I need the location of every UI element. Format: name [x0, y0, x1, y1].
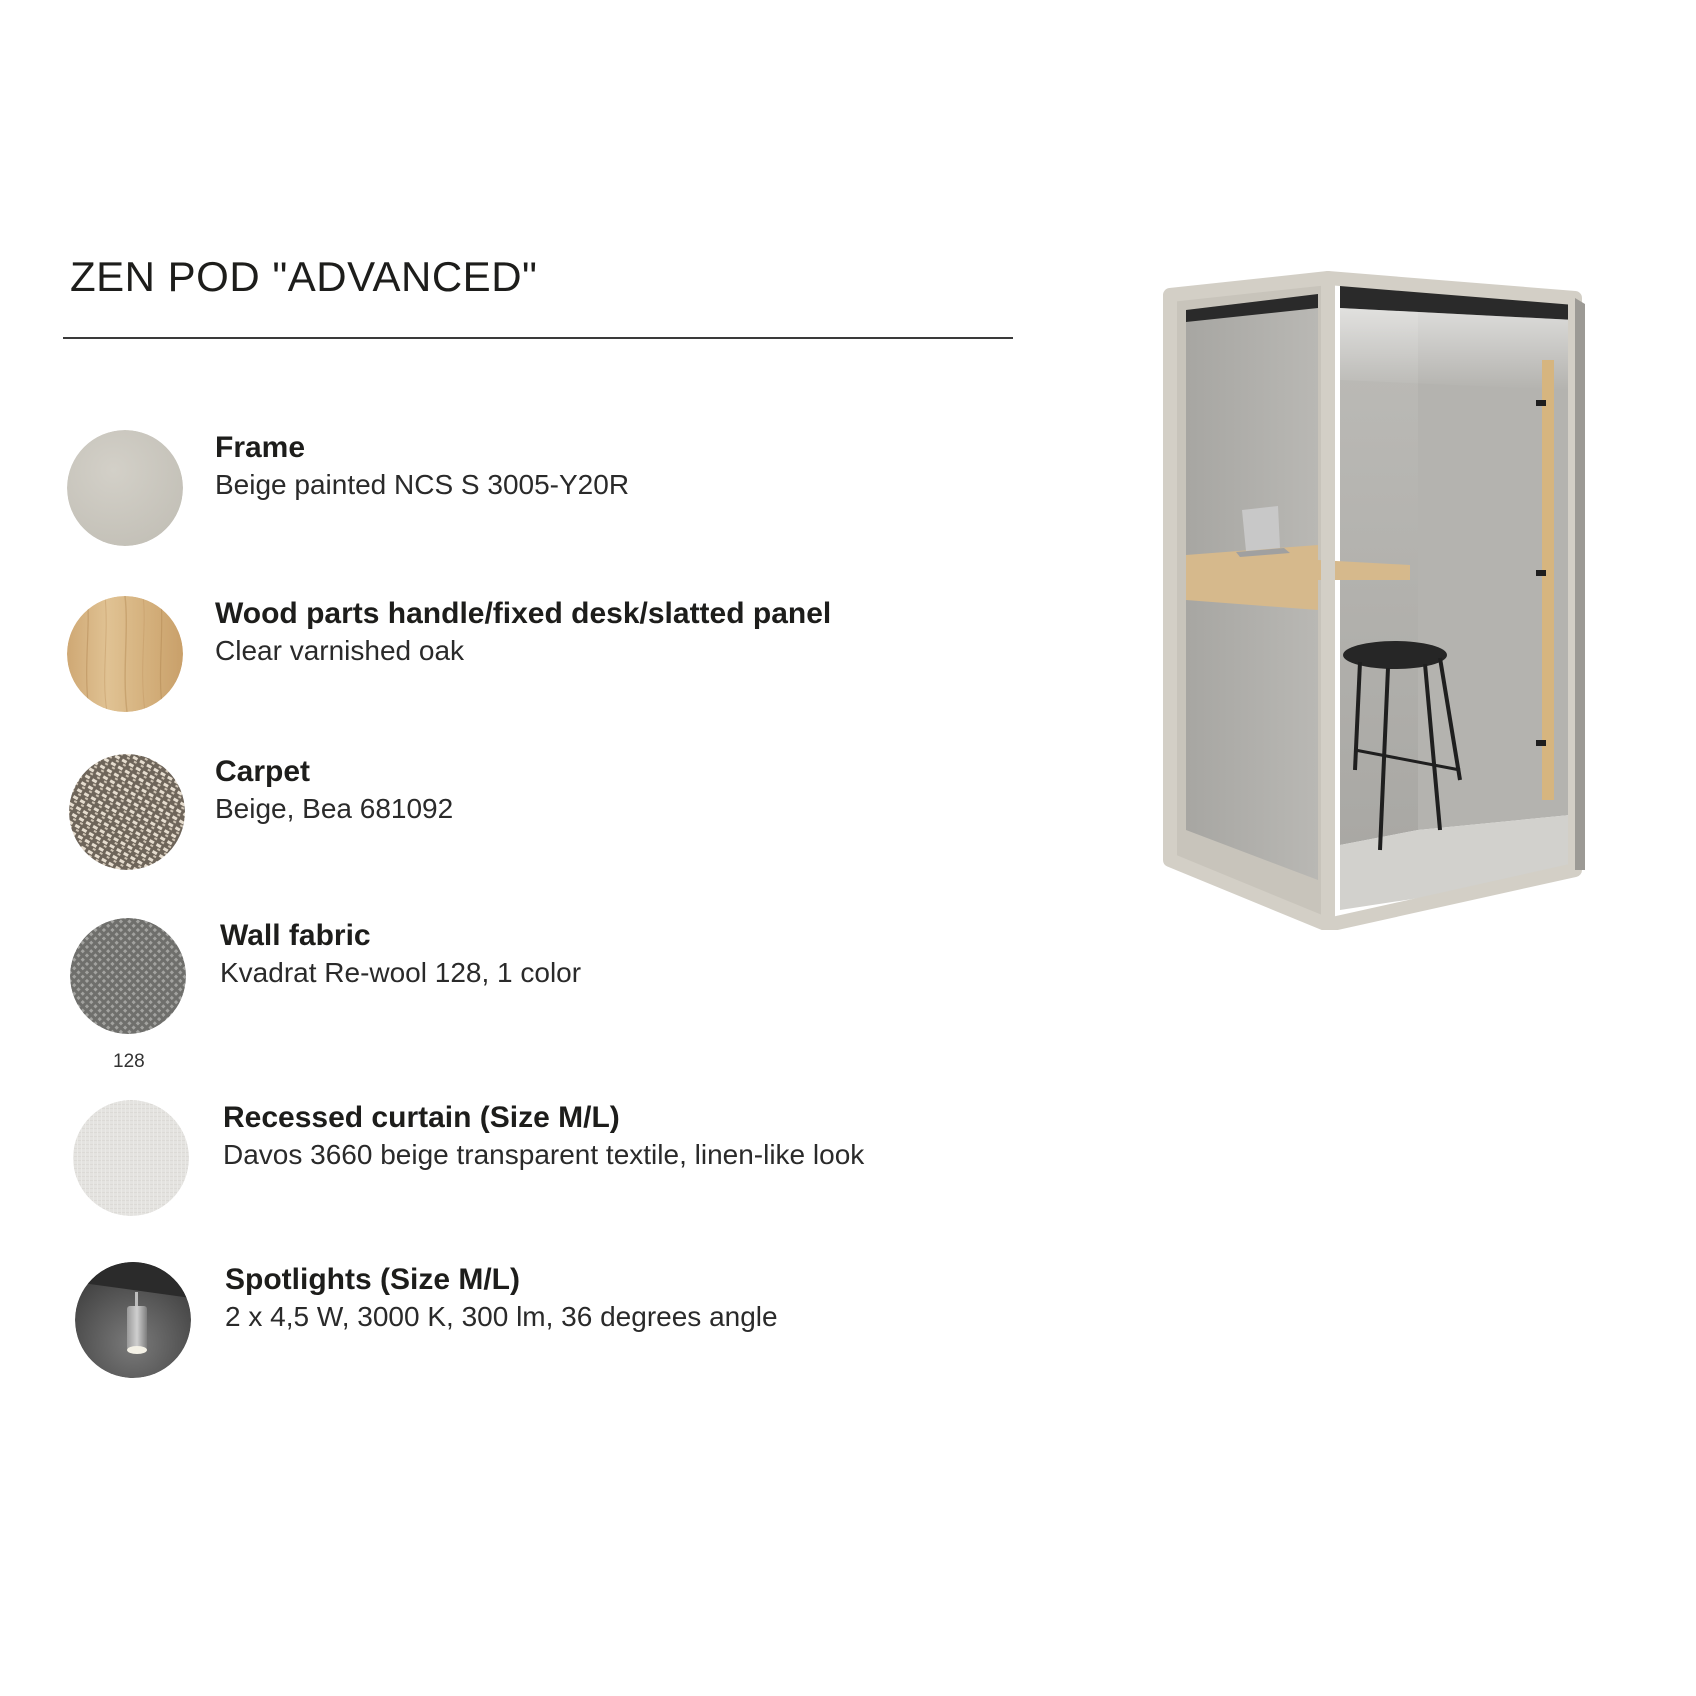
- curtain-swatch-icon: [73, 1100, 189, 1216]
- spec-description: Beige, Bea 681092: [215, 793, 454, 824]
- spec-item-spotlights: [0, 1262, 1000, 1392]
- spec-name: Recessed curtain (Size M/L): [223, 1101, 620, 1134]
- carpet-swatch-icon: [69, 754, 185, 870]
- swatch-caption: 128: [113, 1051, 145, 1072]
- spec-description: Clear varnished oak: [215, 635, 465, 666]
- spec-name: Wall fabric: [220, 919, 371, 952]
- spec-name: Spotlights (Size M/L): [225, 1263, 520, 1296]
- spec-item-wood: [0, 596, 1000, 726]
- spec-item-carpet: [0, 754, 1000, 884]
- spec-description: 2 x 4,5 W, 3000 K, 300 lm, 36 degrees angle: [225, 1301, 778, 1332]
- spec-item-frame: [0, 430, 1000, 560]
- oak-swatch-icon: [67, 596, 183, 712]
- page-title: ZEN POD "ADVANCED": [70, 253, 538, 300]
- spec-description: Beige painted NCS S 3005-Y20R: [215, 469, 630, 500]
- frame-swatch-icon: [67, 430, 183, 546]
- spec-description: Kvadrat Re-wool 128, 1 color: [220, 957, 582, 988]
- spec-item-wall-fabric: [0, 918, 1000, 1072]
- spec-name: Frame: [215, 431, 306, 464]
- spec-description: Davos 3660 beige transparent textile, linen-like look: [223, 1139, 865, 1170]
- spec-name: Carpet: [215, 755, 311, 788]
- fabric-swatch-icon: [70, 918, 186, 1034]
- spec-name: Wood parts handle/fixed desk/slatted panel: [215, 597, 832, 630]
- spotlight-swatch-icon: [75, 1262, 191, 1378]
- spec-item-curtain: [0, 1100, 1000, 1230]
- zen-pod-image: [1150, 270, 1600, 930]
- title-divider: [63, 337, 1013, 339]
